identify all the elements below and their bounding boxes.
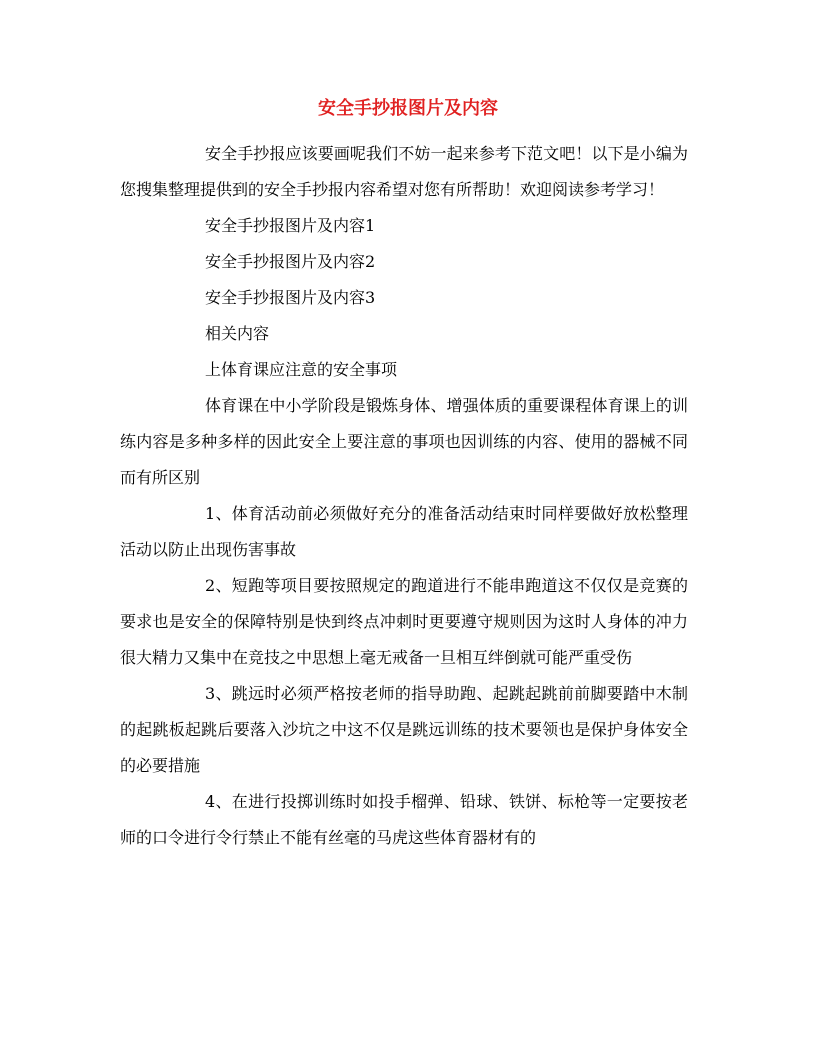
- intro-paragraph: 安全手抄报应该要画呢我们不妨一起来参考下范文吧！以下是小编为您搜集整理提供到的安全手抄报内容希望对您有所帮助！欢迎阅读参考学习！: [120, 144, 688, 199]
- content-heading-1: 安全手抄报图片及内容1: [205, 216, 376, 235]
- related-content-heading: 相关内容: [205, 324, 270, 343]
- section-heading: 上体育课应注意的安全事项: [205, 360, 398, 379]
- rule-item-4: 4、在进行投掷训练时如投手榴弹、铅球、铁饼、标枪等一定要按老师的口令进行令行禁止不能有丝毫的马虎这些体育器材有的: [120, 792, 688, 847]
- content-heading-3: 安全手抄报图片及内容3: [205, 288, 376, 307]
- document-body: [120, 136, 688, 856]
- rule-item-3: 3、跳远时必须严格按老师的指导助跑、起跳起跳前前脚要踏中木制的起跳板起跳后要落入沙坑之中这不仅是跳远训练的技术要领也是保护身体安全的必要措施: [120, 684, 688, 775]
- rule-item-1: 1、体育活动前必须做好充分的准备活动结束时同样要做好放松整理活动以防止出现伤害事故: [120, 504, 688, 559]
- content-heading-2: 安全手抄报图片及内容2: [205, 252, 376, 271]
- body-paragraph: 体育课在中小学阶段是锻炼身体、增强体质的重要课程体育课上的训练内容是多种多样的因此安全上要注意的事项也因训练的内容、使用的器械不同而有所区别: [120, 396, 688, 487]
- document-title: 安全手抄报图片及内容: [318, 98, 498, 119]
- rule-item-2: 2、短跑等项目要按照规定的跑道进行不能串跑道这不仅仅是竞赛的要求也是安全的保障特别是快到终点冲刺时更要遵守规则因为这时人身体的冲力很大精力又集中在竞技之中思想上毫无戒备一旦相互绊倒就可能严重受伤: [120, 576, 688, 667]
